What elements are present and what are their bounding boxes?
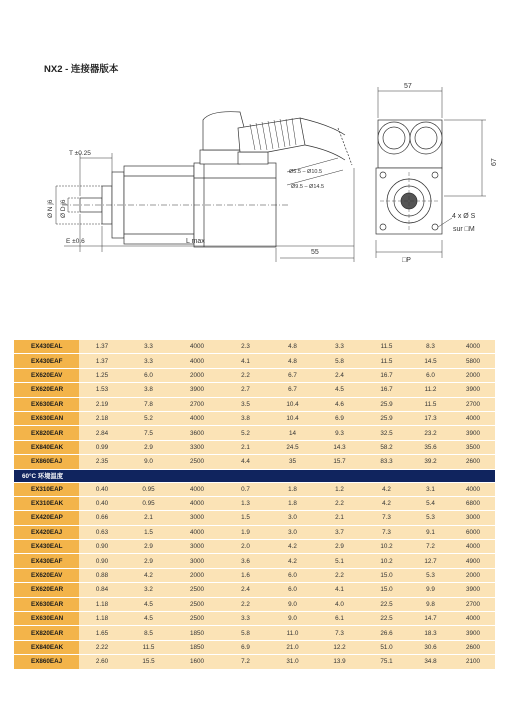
- value-cell: 10.4: [269, 397, 316, 411]
- value-cell: 2.1: [125, 511, 172, 525]
- label-dia-55: Ø5.5 – Ø10.5: [289, 169, 323, 175]
- value-cell: 9.0: [269, 597, 316, 611]
- value-cell: 1850: [172, 626, 222, 640]
- value-cell: 15.5: [125, 655, 172, 669]
- value-cell: 0.95: [125, 496, 172, 510]
- value-cell: 14.3: [316, 440, 363, 454]
- value-cell: 8.3: [410, 340, 451, 354]
- value-cell: 6.7: [269, 383, 316, 397]
- value-cell: 1850: [172, 640, 222, 654]
- label-l-max: L max: [186, 238, 205, 245]
- value-cell: 6000: [451, 525, 495, 539]
- value-cell: 4000: [172, 354, 222, 368]
- value-cell: 1.5: [125, 525, 172, 539]
- value-cell: 1.3: [222, 496, 269, 510]
- value-cell: 3.0: [269, 525, 316, 539]
- value-cell: 4000: [172, 340, 222, 354]
- value-cell: 18.3: [410, 626, 451, 640]
- value-cell: 4000: [451, 612, 495, 626]
- value-cell: 12.2: [316, 640, 363, 654]
- value-cell: 4.0: [316, 597, 363, 611]
- label-phi-n: Ø N j6: [47, 199, 54, 218]
- table-row: [14, 411, 495, 425]
- value-cell: 2500: [172, 597, 222, 611]
- value-cell: 5.1: [316, 554, 363, 568]
- value-cell: 4000: [172, 411, 222, 425]
- value-cell: 0.90: [79, 554, 125, 568]
- value-cell: 4900: [451, 554, 495, 568]
- value-cell: 4.8: [269, 340, 316, 354]
- model-cell: EX430EAF: [14, 354, 79, 368]
- value-cell: 4.6: [316, 397, 363, 411]
- value-cell: 3.8: [222, 411, 269, 425]
- value-cell: 4.2: [363, 496, 410, 510]
- value-cell: 4.5: [125, 612, 172, 626]
- value-cell: 3000: [172, 540, 222, 554]
- model-cell: EX630EAN: [14, 612, 79, 626]
- value-cell: 25.9: [363, 411, 410, 425]
- value-cell: 0.7: [222, 482, 269, 496]
- value-cell: 3900: [451, 383, 495, 397]
- model-cell: EX860EAJ: [14, 655, 79, 669]
- value-cell: 2600: [451, 455, 495, 469]
- value-cell: 10.4: [269, 411, 316, 425]
- page-title: NX2 - 连接器版本: [44, 64, 119, 75]
- value-cell: 6.9: [316, 411, 363, 425]
- motor-dimension-drawing: [0, 0, 518, 330]
- table-row: [14, 583, 495, 597]
- value-cell: 7.3: [363, 511, 410, 525]
- value-cell: 4.8: [269, 354, 316, 368]
- label-e: E ±0.6: [66, 238, 85, 245]
- value-cell: 3000: [172, 511, 222, 525]
- value-cell: 7.8: [125, 397, 172, 411]
- value-cell: 13.9: [316, 655, 363, 669]
- value-cell: 2.2: [316, 496, 363, 510]
- value-cell: 2000: [172, 568, 222, 582]
- value-cell: 24.5: [269, 440, 316, 454]
- model-cell: EX630EAR: [14, 597, 79, 611]
- section-header-row: [14, 469, 495, 482]
- value-cell: 1.18: [79, 597, 125, 611]
- value-cell: 4000: [451, 482, 495, 496]
- value-cell: 1.53: [79, 383, 125, 397]
- value-cell: 31.0: [269, 655, 316, 669]
- value-cell: 0.95: [125, 482, 172, 496]
- model-cell: EX860EAJ: [14, 455, 79, 469]
- table-row: [14, 540, 495, 554]
- table-row: [14, 426, 495, 440]
- value-cell: 34.8: [410, 655, 451, 669]
- value-cell: 4.4: [222, 455, 269, 469]
- value-cell: 3000: [451, 511, 495, 525]
- value-cell: 2.35: [79, 455, 125, 469]
- model-cell: EX820EAR: [14, 626, 79, 640]
- value-cell: 11.5: [410, 397, 451, 411]
- value-cell: 16.7: [363, 368, 410, 382]
- value-cell: 3.7: [316, 525, 363, 539]
- model-cell: EX820EAR: [14, 426, 79, 440]
- value-cell: 3.3: [222, 612, 269, 626]
- value-cell: 39.2: [410, 455, 451, 469]
- value-cell: 10.2: [363, 554, 410, 568]
- value-cell: 3.3: [125, 354, 172, 368]
- value-cell: 1.9: [222, 525, 269, 539]
- value-cell: 9.9: [410, 583, 451, 597]
- value-cell: 15.0: [363, 583, 410, 597]
- label-sur-m: sur □M: [453, 226, 475, 233]
- value-cell: 2.0: [222, 540, 269, 554]
- value-cell: 2000: [451, 368, 495, 382]
- value-cell: 2.18: [79, 411, 125, 425]
- value-cell: 6.0: [269, 583, 316, 597]
- value-cell: 0.84: [79, 583, 125, 597]
- value-cell: 4000: [451, 540, 495, 554]
- value-cell: 6800: [451, 496, 495, 510]
- value-cell: 3.3: [316, 340, 363, 354]
- table-row: [14, 612, 495, 626]
- value-cell: 4000: [451, 340, 495, 354]
- value-cell: 11.0: [269, 626, 316, 640]
- model-cell: EX630EAR: [14, 397, 79, 411]
- value-cell: 2500: [172, 612, 222, 626]
- value-cell: 4.1: [222, 354, 269, 368]
- model-cell: EX430EAF: [14, 554, 79, 568]
- value-cell: 58.2: [363, 440, 410, 454]
- table-row: [14, 496, 495, 510]
- value-cell: 2.7: [222, 383, 269, 397]
- value-cell: 0.88: [79, 568, 125, 582]
- model-cell: EX840EAK: [14, 640, 79, 654]
- table-row: [14, 640, 495, 654]
- table-row: [14, 397, 495, 411]
- table-row: [14, 482, 495, 496]
- value-cell: 1.37: [79, 354, 125, 368]
- value-cell: 1.65: [79, 626, 125, 640]
- value-cell: 1.8: [269, 482, 316, 496]
- value-cell: 7.5: [125, 426, 172, 440]
- value-cell: 5.2: [125, 411, 172, 425]
- value-cell: 4000: [172, 525, 222, 539]
- value-cell: 2.19: [79, 397, 125, 411]
- value-cell: 2.4: [222, 583, 269, 597]
- value-cell: 14: [269, 426, 316, 440]
- value-cell: 51.0: [363, 640, 410, 654]
- value-cell: 2.9: [125, 440, 172, 454]
- value-cell: 1.37: [79, 340, 125, 354]
- value-cell: 5.3: [410, 511, 451, 525]
- value-cell: 3900: [451, 426, 495, 440]
- value-cell: 4.5: [125, 597, 172, 611]
- value-cell: 35.6: [410, 440, 451, 454]
- value-cell: 14.5: [410, 354, 451, 368]
- motor-front-view: [376, 120, 442, 234]
- value-cell: 0.40: [79, 482, 125, 496]
- value-cell: 5.4: [410, 496, 451, 510]
- model-cell: EX310EAK: [14, 496, 79, 510]
- value-cell: 0.66: [79, 511, 125, 525]
- value-cell: 8.5: [125, 626, 172, 640]
- value-cell: 6.7: [269, 368, 316, 382]
- value-cell: 4.2: [269, 540, 316, 554]
- value-cell: 2000: [451, 568, 495, 582]
- value-cell: 30.6: [410, 640, 451, 654]
- value-cell: 2700: [172, 397, 222, 411]
- value-cell: 3900: [451, 626, 495, 640]
- value-cell: 32.5: [363, 426, 410, 440]
- model-cell: EX620EAR: [14, 383, 79, 397]
- value-cell: 2.4: [316, 368, 363, 382]
- model-cell: EX430EAL: [14, 340, 79, 354]
- value-cell: 22.5: [363, 612, 410, 626]
- value-cell: 4.5: [316, 383, 363, 397]
- table-row: [14, 440, 495, 454]
- value-cell: 11.2: [410, 383, 451, 397]
- table-body-bottom: [14, 482, 495, 669]
- model-cell: EX420EAJ: [14, 525, 79, 539]
- value-cell: 1.25: [79, 368, 125, 382]
- value-cell: 4.2: [363, 482, 410, 496]
- value-cell: 3000: [172, 554, 222, 568]
- value-cell: 2.1: [316, 511, 363, 525]
- value-cell: 6.9: [222, 640, 269, 654]
- label-67: 67: [491, 158, 498, 166]
- section-label: 60°C 环境温度: [14, 469, 495, 482]
- table-row: [14, 554, 495, 568]
- value-cell: 2100: [451, 655, 495, 669]
- table-row: [14, 383, 495, 397]
- label-holes: 4 x Ø S: [452, 213, 476, 220]
- value-cell: 4.1: [316, 583, 363, 597]
- table-row: [14, 340, 495, 354]
- value-cell: 3.2: [125, 583, 172, 597]
- model-cell: EX630EAN: [14, 411, 79, 425]
- value-cell: 4.2: [269, 554, 316, 568]
- label-dia-95: Ø9.5 – Ø14.5: [291, 184, 325, 190]
- value-cell: 7.2: [410, 540, 451, 554]
- value-cell: 9.3: [316, 426, 363, 440]
- value-cell: 2.84: [79, 426, 125, 440]
- value-cell: 10.2: [363, 540, 410, 554]
- value-cell: 7.3: [363, 525, 410, 539]
- value-cell: 0.90: [79, 540, 125, 554]
- value-cell: 3900: [172, 383, 222, 397]
- label-55: 55: [311, 249, 319, 256]
- value-cell: 11.5: [363, 354, 410, 368]
- value-cell: 14.7: [410, 612, 451, 626]
- value-cell: 1.5: [222, 511, 269, 525]
- value-cell: 9.0: [125, 455, 172, 469]
- value-cell: 22.5: [363, 597, 410, 611]
- value-cell: 12.7: [410, 554, 451, 568]
- value-cell: 3500: [451, 440, 495, 454]
- value-cell: 25.9: [363, 397, 410, 411]
- table-row: [14, 626, 495, 640]
- table-row: [14, 455, 495, 469]
- table-row: [14, 568, 495, 582]
- value-cell: 4000: [172, 482, 222, 496]
- value-cell: 83.3: [363, 455, 410, 469]
- value-cell: 9.8: [410, 597, 451, 611]
- motor-spec-table: [14, 340, 495, 670]
- table-body-top: [14, 340, 495, 469]
- value-cell: 0.99: [79, 440, 125, 454]
- value-cell: 23.2: [410, 426, 451, 440]
- value-cell: 11.5: [363, 340, 410, 354]
- value-cell: 4.2: [125, 568, 172, 582]
- value-cell: 2000: [172, 368, 222, 382]
- value-cell: 5800: [451, 354, 495, 368]
- value-cell: 2.1: [222, 440, 269, 454]
- value-cell: 16.7: [363, 383, 410, 397]
- value-cell: 3.5: [222, 397, 269, 411]
- table-row: [14, 597, 495, 611]
- value-cell: 1.18: [79, 612, 125, 626]
- value-cell: 2700: [451, 397, 495, 411]
- model-cell: EX420EAP: [14, 511, 79, 525]
- value-cell: 9.0: [269, 612, 316, 626]
- value-cell: 35: [269, 455, 316, 469]
- value-cell: 2600: [451, 640, 495, 654]
- label-phi-d: Ø D j6: [60, 199, 67, 218]
- value-cell: 1.2: [316, 482, 363, 496]
- value-cell: 7.2: [222, 655, 269, 669]
- table-row: [14, 368, 495, 382]
- value-cell: 0.63: [79, 525, 125, 539]
- value-cell: 5.8: [222, 626, 269, 640]
- value-cell: 3300: [172, 440, 222, 454]
- model-cell: EX310EAP: [14, 482, 79, 496]
- model-cell: EX840EAK: [14, 440, 79, 454]
- value-cell: 6.1: [316, 612, 363, 626]
- value-cell: 3.6: [222, 554, 269, 568]
- value-cell: 6.0: [269, 568, 316, 582]
- value-cell: 4000: [172, 496, 222, 510]
- value-cell: 1.8: [269, 496, 316, 510]
- value-cell: 2500: [172, 455, 222, 469]
- model-cell: EX620EAV: [14, 368, 79, 382]
- value-cell: 75.1: [363, 655, 410, 669]
- value-cell: 2.2: [222, 368, 269, 382]
- value-cell: 6.0: [125, 368, 172, 382]
- value-cell: 2.3: [222, 340, 269, 354]
- table-row: [14, 525, 495, 539]
- model-cell: EX620EAR: [14, 583, 79, 597]
- value-cell: 3900: [451, 583, 495, 597]
- value-cell: 1600: [172, 655, 222, 669]
- value-cell: 2500: [172, 583, 222, 597]
- value-cell: 7.3: [316, 626, 363, 640]
- value-cell: 4000: [451, 411, 495, 425]
- value-cell: 2.2: [316, 568, 363, 582]
- value-cell: 2700: [451, 597, 495, 611]
- label-57: 57: [404, 83, 412, 90]
- value-cell: 9.1: [410, 525, 451, 539]
- value-cell: 2.22: [79, 640, 125, 654]
- value-cell: 15.0: [363, 568, 410, 582]
- value-cell: 2.9: [316, 540, 363, 554]
- value-cell: 3.3: [125, 340, 172, 354]
- model-cell: EX620EAV: [14, 568, 79, 582]
- table-row: [14, 511, 495, 525]
- table-row: [14, 354, 495, 368]
- value-cell: 11.5: [125, 640, 172, 654]
- value-cell: 26.6: [363, 626, 410, 640]
- value-cell: 2.60: [79, 655, 125, 669]
- model-cell: EX430EAL: [14, 540, 79, 554]
- value-cell: 5.3: [410, 568, 451, 582]
- value-cell: 2.9: [125, 554, 172, 568]
- value-cell: 17.3: [410, 411, 451, 425]
- value-cell: 1.6: [222, 568, 269, 582]
- value-cell: 3.8: [125, 383, 172, 397]
- table-row: [14, 655, 495, 669]
- value-cell: 0.40: [79, 496, 125, 510]
- value-cell: 2.2: [222, 597, 269, 611]
- label-t: T ±0.25: [69, 150, 91, 157]
- label-square-p: □P: [402, 257, 411, 264]
- value-cell: 21.0: [269, 640, 316, 654]
- value-cell: 6.0: [410, 368, 451, 382]
- value-cell: 2.9: [125, 540, 172, 554]
- value-cell: 3.1: [410, 482, 451, 496]
- value-cell: 5.2: [222, 426, 269, 440]
- value-cell: 15.7: [316, 455, 363, 469]
- value-cell: 3.0: [269, 511, 316, 525]
- value-cell: 3600: [172, 426, 222, 440]
- value-cell: 5.8: [316, 354, 363, 368]
